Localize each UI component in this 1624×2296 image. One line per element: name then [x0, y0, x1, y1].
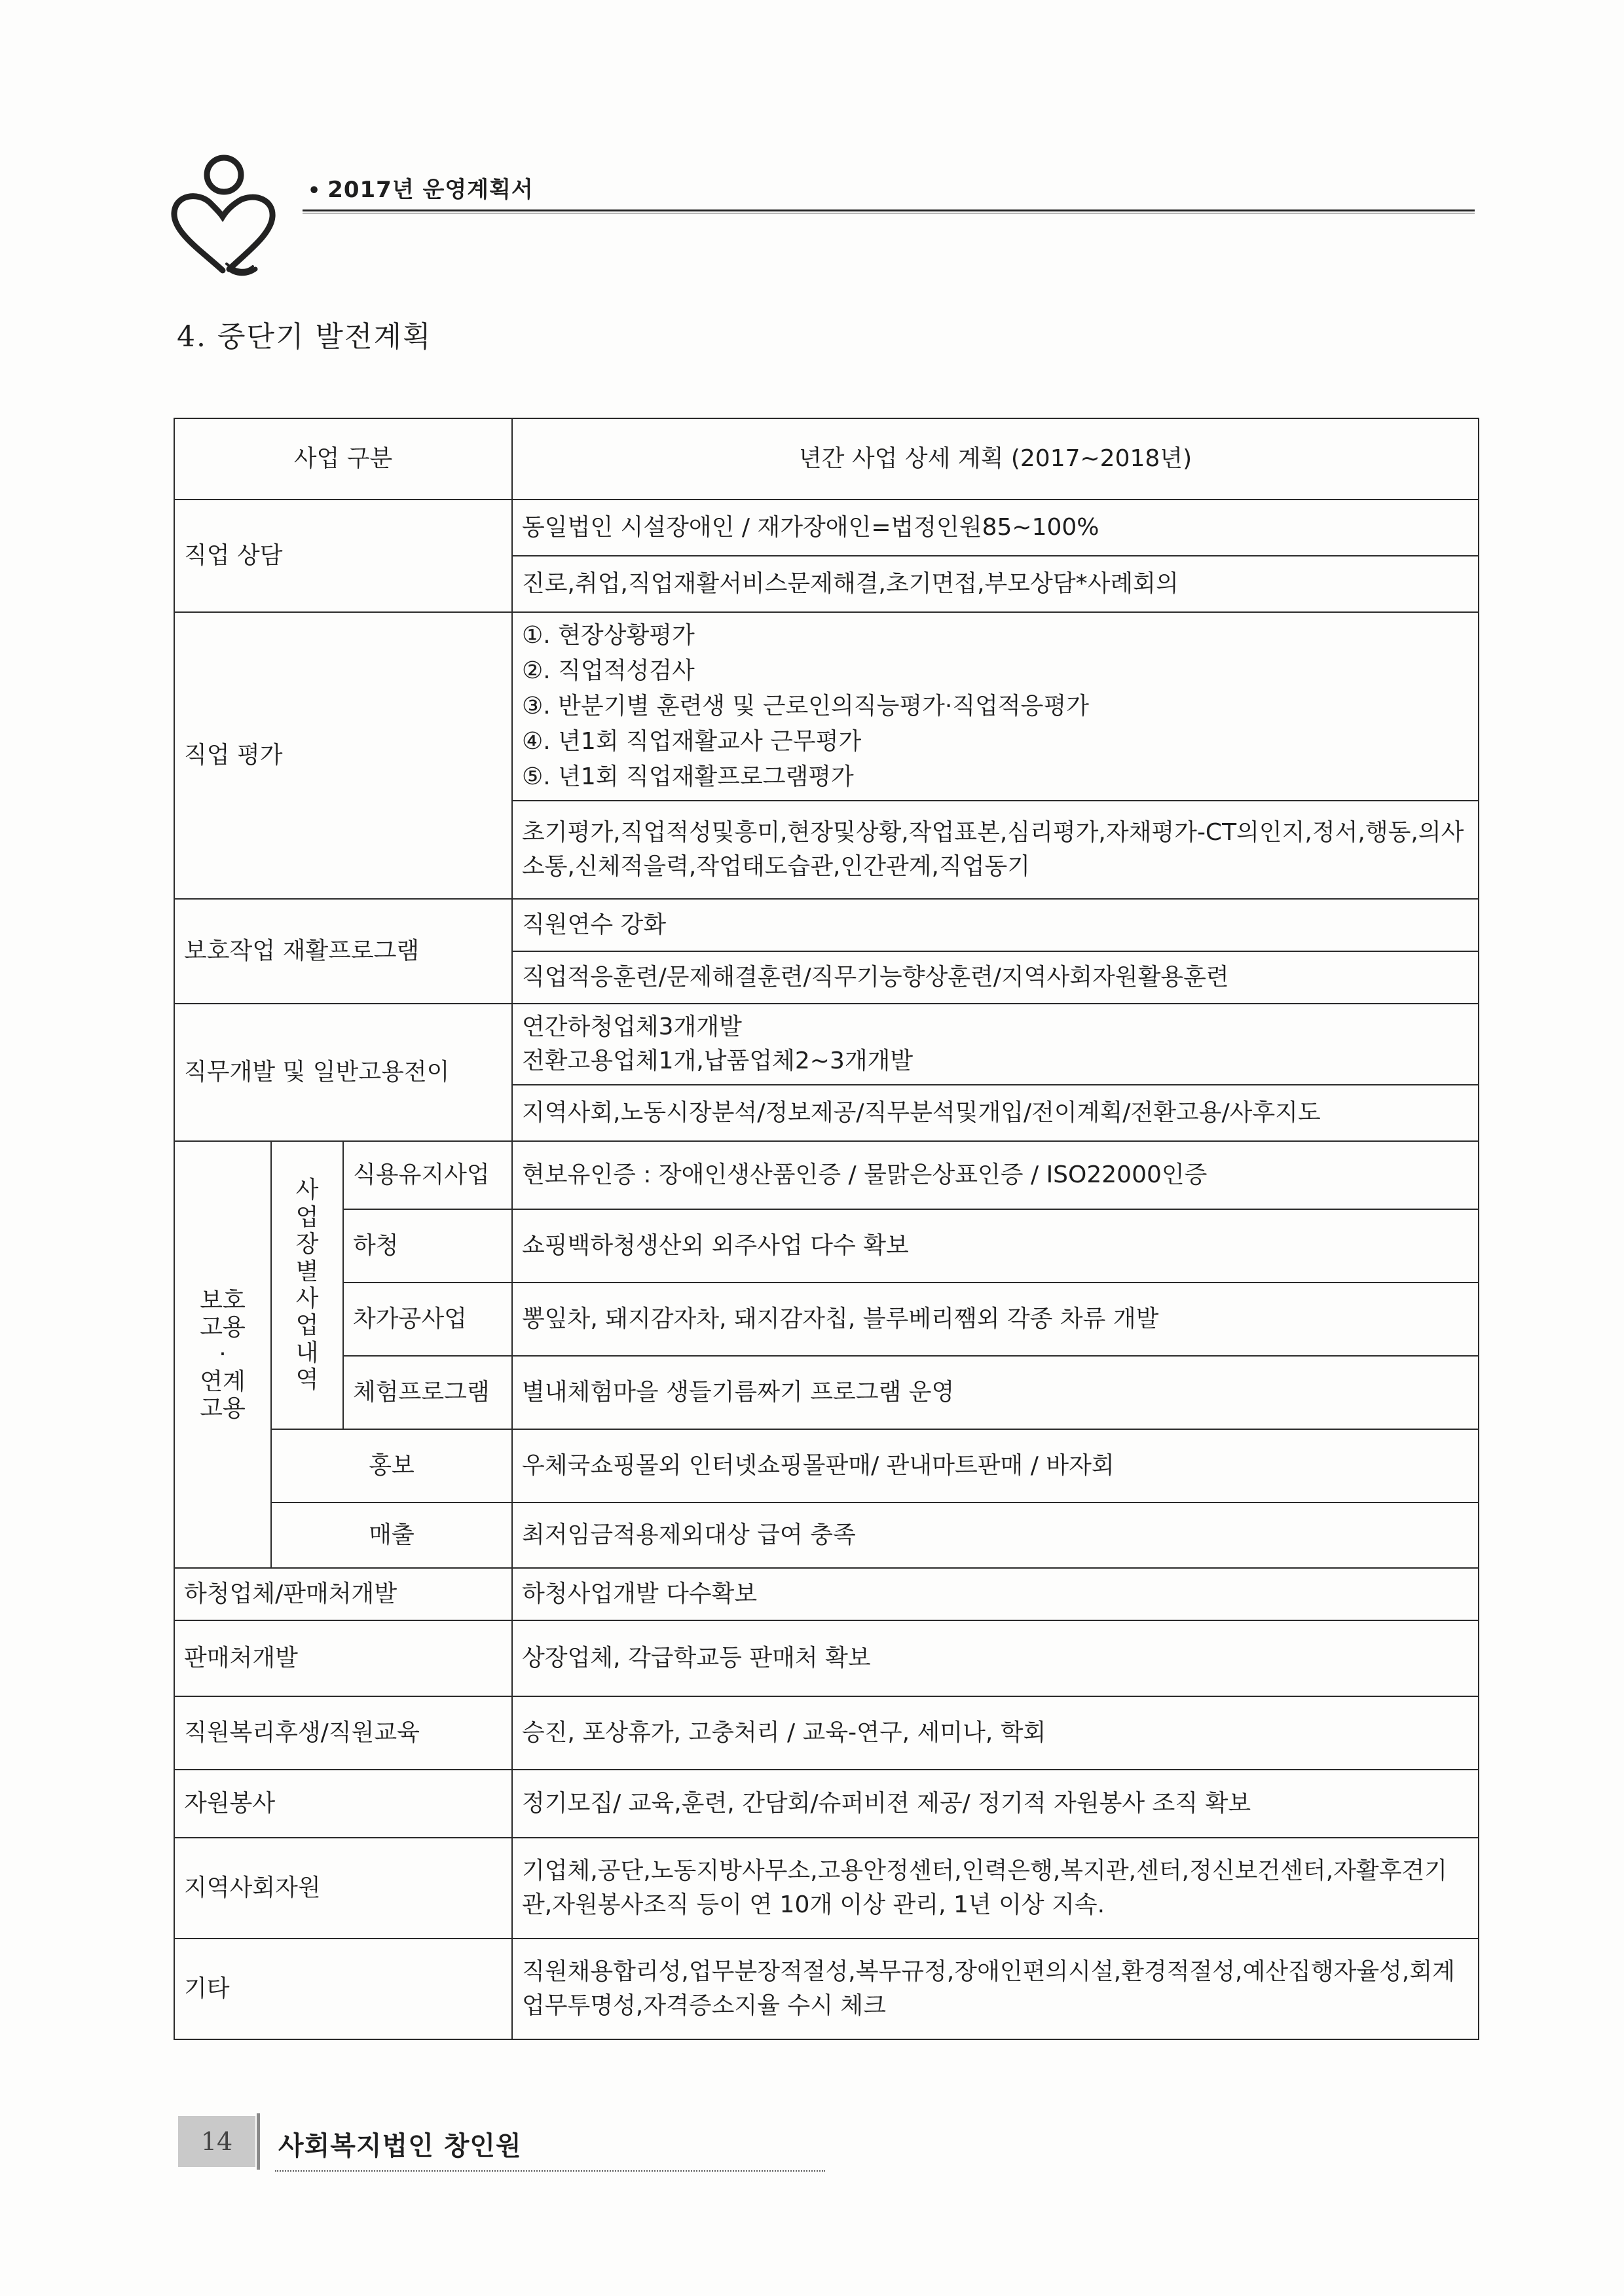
cell-detail: 상장업체, 각급학교등 판매처 확보	[512, 1620, 1479, 1696]
document-header-title	[308, 172, 534, 204]
cell-detail: 최저임금적용제외대상 급여 충족	[512, 1503, 1479, 1568]
row-label-rehab: 보호작업 재활프로그램	[174, 899, 512, 1004]
column-header-category: 사업 구분	[174, 418, 512, 500]
table-row	[174, 1209, 1479, 1283]
table-header-row	[174, 418, 1479, 500]
sub-label-business	[271, 1141, 343, 1429]
list-item: ③. 반분기별 훈련생 및 근로인의직능평가·직업적응평가	[522, 693, 1090, 720]
bullet-icon: •	[308, 179, 322, 202]
table-row	[174, 1568, 1479, 1620]
row-label: 하청업체/판매처개발	[174, 1568, 512, 1620]
cell-detail: 직원채용합리성,업무분장적절성,복무규정,장애인편의시설,환경적절성,예산집행자율성,회계업무투명성,자격증소지율 수시 체크	[512, 1939, 1479, 2039]
table-row	[174, 1503, 1479, 1568]
page-number: 14	[178, 2116, 255, 2167]
row-label: 판매처개발	[174, 1620, 512, 1696]
cell-detail: 진로,취업,직업재활서비스문제해결,초기면접,부모상담*사례회의	[512, 556, 1479, 612]
row-label: 기타	[174, 1939, 512, 2039]
table-row	[174, 1356, 1479, 1429]
table-row	[174, 899, 1479, 951]
table-row	[174, 612, 1479, 801]
column-header-plan: 년간 사업 상세 계획 (2017~2018년)	[512, 418, 1479, 500]
table-row	[174, 1770, 1479, 1838]
row-label-counsel: 직업 상담	[174, 500, 512, 612]
header-title-text: 2017년 운영계획서	[327, 177, 534, 203]
table-row	[174, 1141, 1479, 1209]
cell-detail: 기업체,공단,노동지방사무소,고용안정센터,인력은행,복지관,센터,정신보건센터,자활후견기관,자원봉사조직 등이 연 10개 이상 관리, 1년 이상 지속.	[512, 1838, 1479, 1939]
group-label-2: 연계고용	[200, 1368, 246, 1423]
detail-line: 연간하청업체3개개발	[522, 1013, 742, 1040]
table-row	[174, 1696, 1479, 1770]
row-label: 지역사회자원	[174, 1838, 512, 1939]
group-label-1: 보호고용	[200, 1286, 246, 1341]
table-row	[174, 1004, 1479, 1085]
header-divider	[303, 210, 1475, 213]
table-row	[174, 1429, 1479, 1503]
cell-detail: 우체국쇼핑몰외 인터넷쇼핑몰판매/ 관내마트판매 / 바자회	[512, 1429, 1479, 1503]
list-item: ⑤. 년1회 직업재활프로그램평가	[522, 763, 854, 790]
table-row	[174, 1283, 1479, 1356]
footer-divider	[257, 2113, 260, 2170]
list-item: ②. 직업적성검사	[522, 657, 695, 684]
section-title: 4. 중단기 발전계획	[177, 320, 432, 354]
list-item: ①. 현장상황평가	[522, 622, 695, 649]
cell-detail: 승진, 포상휴가, 고충처리 / 교육-연구, 세미나, 학회	[512, 1696, 1479, 1770]
cell-detail: 직업적응훈련/문제해결훈련/직무기능향상훈련/지역사회자원활용훈련	[512, 951, 1479, 1004]
business-name: 하청	[343, 1209, 512, 1283]
promo-label: 홍보	[271, 1429, 512, 1503]
cell-detail: 정기모집/ 교육,훈련, 간담회/슈퍼비젼 제공/ 정기적 자원봉사 조직 확보	[512, 1770, 1479, 1838]
evaluation-list	[512, 612, 1479, 801]
heart-person-logo-icon	[164, 154, 282, 285]
table-row	[174, 1939, 1479, 2039]
cell-detail: 별내체험마을 생들기름짜기 프로그램 운영	[512, 1356, 1479, 1429]
list-item: ④. 년1회 직업재활교사 근무평가	[522, 728, 862, 755]
row-label-job-dev: 직무개발 및 일반고용전이	[174, 1004, 512, 1141]
cell-detail	[512, 1004, 1479, 1085]
row-label: 자원봉사	[174, 1770, 512, 1838]
row-label-protected-employment	[174, 1141, 271, 1568]
cell-detail: 직원연수 강화	[512, 899, 1479, 951]
development-plan-table	[174, 418, 1479, 2040]
business-name: 체험프로그램	[343, 1356, 512, 1429]
business-name: 차가공사업	[343, 1283, 512, 1356]
group-label-dot: ·	[219, 1341, 227, 1368]
sub-label-text: 사업장별사업내역	[295, 1176, 319, 1394]
footer-rule	[275, 2170, 825, 2172]
business-name: 식용유지사업	[343, 1141, 512, 1209]
row-label-evaluation: 직업 평가	[174, 612, 512, 899]
cell-detail: 지역사회,노동시장분석/정보제공/직무분석및개입/전이계획/전환고용/사후지도	[512, 1085, 1479, 1141]
table-row	[174, 500, 1479, 556]
footer-organization: 사회복지법인 창인원	[278, 2131, 522, 2161]
row-label: 직원복리후생/직원교육	[174, 1696, 512, 1770]
cell-detail: 쇼핑백하청생산외 외주사업 다수 확보	[512, 1209, 1479, 1283]
cell-detail: 뽕잎차, 돼지감자차, 돼지감자칩, 블루베리쨈외 각종 차류 개발	[512, 1283, 1479, 1356]
table-row	[174, 1620, 1479, 1696]
table-row	[174, 1838, 1479, 1939]
cell-detail: 동일법인 시설장애인 / 재가장애인=법정인원85~100%	[512, 500, 1479, 556]
cell-detail: 현보유인증 : 장애인생산품인증 / 물맑은상표인증 / ISO22000인증	[512, 1141, 1479, 1209]
detail-line: 전환고용업체1개,납품업체2~3개개발	[522, 1048, 913, 1074]
cell-detail: 초기평가,직업적성및흥미,현장및상황,작업표본,심리평가,자채평가-CT의인지,정서,행동,의사소통,신체적을력,작업태도습관,인간관계,직업동기	[512, 801, 1479, 899]
sales-label: 매출	[271, 1503, 512, 1568]
cell-detail: 하청사업개발 다수확보	[512, 1568, 1479, 1620]
